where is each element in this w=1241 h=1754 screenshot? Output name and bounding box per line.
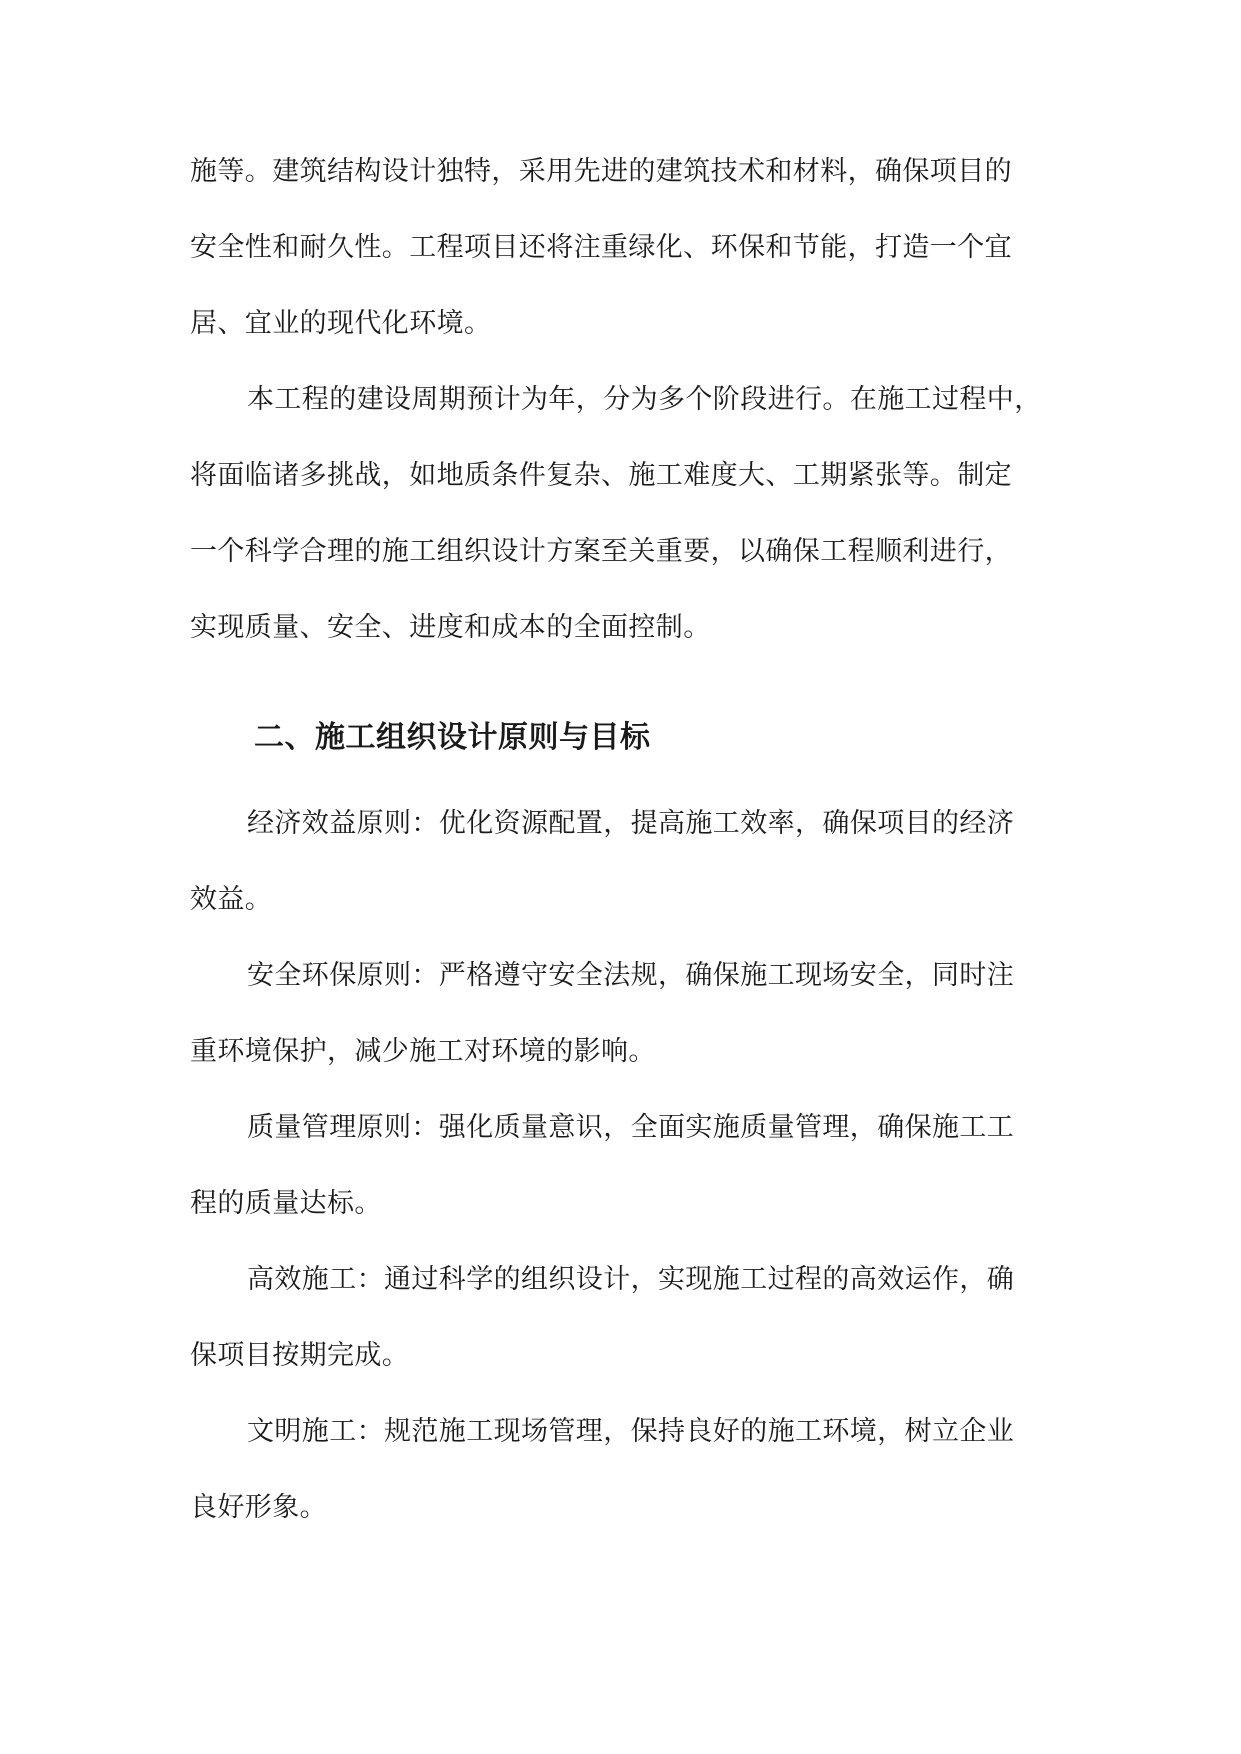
paragraph-line: 安全环保原则：严格遵守安全法规，确保施工现场安全，同时注 bbox=[247, 960, 1015, 991]
principle-quality bbox=[190, 1090, 1058, 1242]
paragraph-line: 高效施工：通过科学的组织设计，实现施工过程的高效运作，确 bbox=[247, 1264, 1015, 1295]
paragraph-line: 效益。 bbox=[190, 884, 273, 915]
intro-paragraph-1 bbox=[190, 134, 1058, 362]
section-heading: 二、施工组织设计原则与目标 bbox=[254, 720, 651, 755]
paragraph-line: 程的质量达标。 bbox=[190, 1188, 382, 1219]
paragraph-line: 一个科学合理的施工组织设计方案至关重要，以确保工程顺利进行， bbox=[190, 536, 1012, 567]
paragraph-line: 重环境保护，减少施工对环境的影响。 bbox=[190, 1036, 656, 1067]
paragraph-line: 居、宜业的现代化环境。 bbox=[190, 308, 492, 339]
paragraph-line: 施等。建筑结构设计独特，采用先进的建筑技术和材料，确保项目的 bbox=[190, 156, 1012, 187]
paragraph-line: 经济效益原则：优化资源配置，提高施工效率，确保项目的经济 bbox=[247, 808, 1015, 839]
principle-safety-environment bbox=[190, 938, 1058, 1090]
paragraph-line: 保项目按期完成。 bbox=[190, 1340, 410, 1371]
paragraph-line: 实现质量、安全、进度和成本的全面控制。 bbox=[190, 612, 711, 643]
principle-efficiency bbox=[190, 1242, 1058, 1394]
paragraph-line: 安全性和耐久性。工程项目还将注重绿化、环保和节能，打造一个宜 bbox=[190, 232, 1012, 263]
principle-economic bbox=[190, 786, 1058, 938]
principle-civilized bbox=[190, 1394, 1058, 1546]
paragraph-line: 将面临诸多挑战，如地质条件复杂、施工难度大、工期紧张等。制定 bbox=[190, 460, 1012, 491]
paragraph-line: 本工程的建设周期预计为年，分为多个阶段进行。在施工过程中， bbox=[247, 384, 1042, 415]
paragraph-line: 文明施工：规范施工现场管理，保持良好的施工环境，树立企业 bbox=[247, 1416, 1015, 1447]
paragraph-line: 质量管理原则：强化质量意识，全面实施质量管理，确保施工工 bbox=[247, 1112, 1015, 1143]
intro-paragraph-2 bbox=[190, 362, 1058, 666]
paragraph-line: 良好形象。 bbox=[190, 1492, 327, 1523]
